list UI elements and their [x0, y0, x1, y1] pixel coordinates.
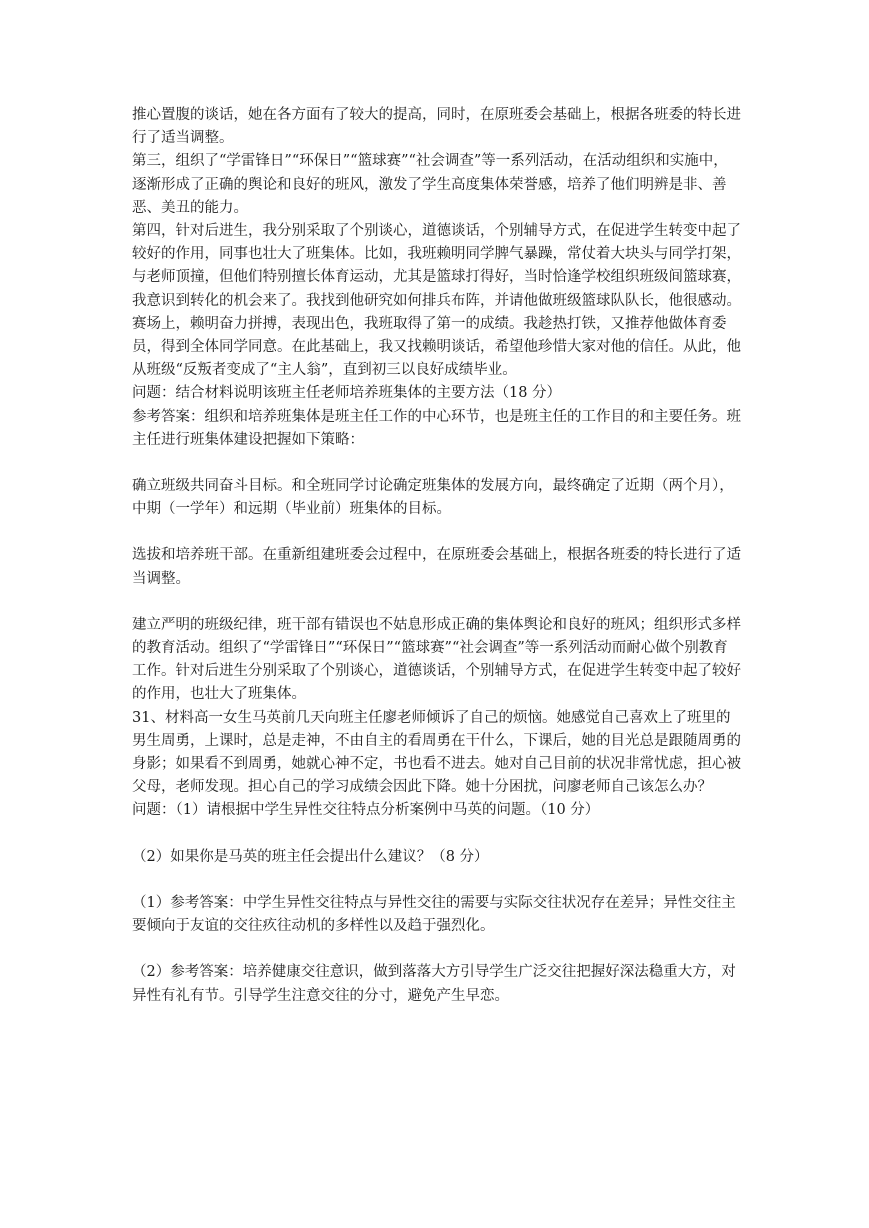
answer-point: 确立班级共同奋斗目标。和全班同学讨论确定班集体的发展方向，最终确定了近期（两个月），中期（一学年）和远期（毕业前）班集体的目标。 — [132, 478, 734, 518]
answer-point: 建立严明的班级纪律，班干部有错误也不姑息形成正确的集体舆论和良好的班风；组织形式多样的教育活动。组织了“学雷锋日”“环保日”“篮球赛”“社会调查”等一系列活动而耐心做个别教育工作。针对后进生分别采取了个别谈心，道德谈话，个别辅导方式，在促进学生转变中起了较好的作用，也壮大了班集体。 — [132, 616, 741, 703]
paragraph: 推心置腹的谈话，她在各方面有了较大的提高，同时，在原班委会基础上，根据各班委的特长进行了适当调整。 — [132, 107, 741, 147]
spacer — [132, 938, 742, 961]
spacer — [132, 521, 742, 544]
question-text: 问题：（1）请根据中学生异性交往特点分析案例中马英的问题。（10 分） — [132, 802, 600, 819]
answer-text: （1）参考答案：中学生异性交往特点与异性交往的需要与实际交往状况存在差异；异性交往主要倾向于友谊的交往疚往动机的多样性以及趋于强烈化。 — [132, 894, 736, 935]
spacer — [132, 869, 742, 892]
document-body — [132, 104, 742, 1008]
paragraph: 第三，组织了“学雷锋日”“环保日”“篮球赛”“社会调查”等一系列活动，在活动组织和实施中，逐渐形成了正确的舆论和良好的班风，激发了学生高度集体荣誉感，培养了他们明辨是非、善恶、美丑的能力。 — [132, 153, 728, 216]
question-text: 问题：结合材料说明该班主任老师培养班集体的主要方法（18 分） — [132, 385, 562, 402]
question-text: （2）如果你是马英的班主任会提出什么建议？（8 分） — [132, 848, 489, 865]
answer-text: 参考答案：组织和培养班集体是班主任工作的中心环节，也是班主任的工作目的和主要任务。班主任进行班集体建设把握如下策略： — [132, 408, 741, 448]
spacer — [132, 591, 742, 614]
paragraph: 第四，针对后进生，我分别采取了个别谈心，道德谈话，个别辅导方式，在促进学生转变中起了较好的作用，同事也壮大了班集体。比如，我班赖明同学脾气暴躁，常仗着大块头与同学打架，与老师顶撞，但他们特别擅长体育运动，尤其是篮球打得好，当时恰逢学校组织班级间篮球赛，我意识到转化的机会来了。我找到他研究如何排兵布阵，并请他做班级篮球队队长，他很感动。赛场上，赖明奋力拼搏，表现出色，我班取得了第一的成绩。我趁热打铁，又推荐他做体育委员，得到全体同学同意。在此基础上，我又找赖明谈话，希望他珍惜大家对他的信任。从此，他从班级“反叛者变成了“主人翁”，直到初三以良好成绩毕业。 — [132, 223, 741, 379]
spacer — [132, 823, 742, 846]
spacer — [132, 452, 742, 475]
case-material: 31、材料高一女生马英前几天向班主任廖老师倾诉了自己的烦恼。她感觉自己喜欢上了班里的男生周勇，上课时，总是走神，不由自主的看周勇在干什么，下课后，她的目光总是跟随周勇的身影；如果看不到周勇，她就心神不定，书也看不进去。她对自己目前的状况非常忧虑，担心被父母，老师发现。担心自己的学习成绩会因此下降。她十分困扰，问廖老师自己该怎么办？ — [132, 709, 741, 796]
answer-point: 选拔和培养班干部。在重新组建班委会过程中，在原班委会基础上，根据各班委的特长进行了适当调整。 — [132, 547, 741, 587]
answer-text: （2）参考答案：培养健康交往意识，做到落落大方引导学生广泛交往把握好深法稳重大方，对异性有礼有节。引导学生注意交往的分寸，避免产生早恋。 — [132, 964, 736, 1004]
